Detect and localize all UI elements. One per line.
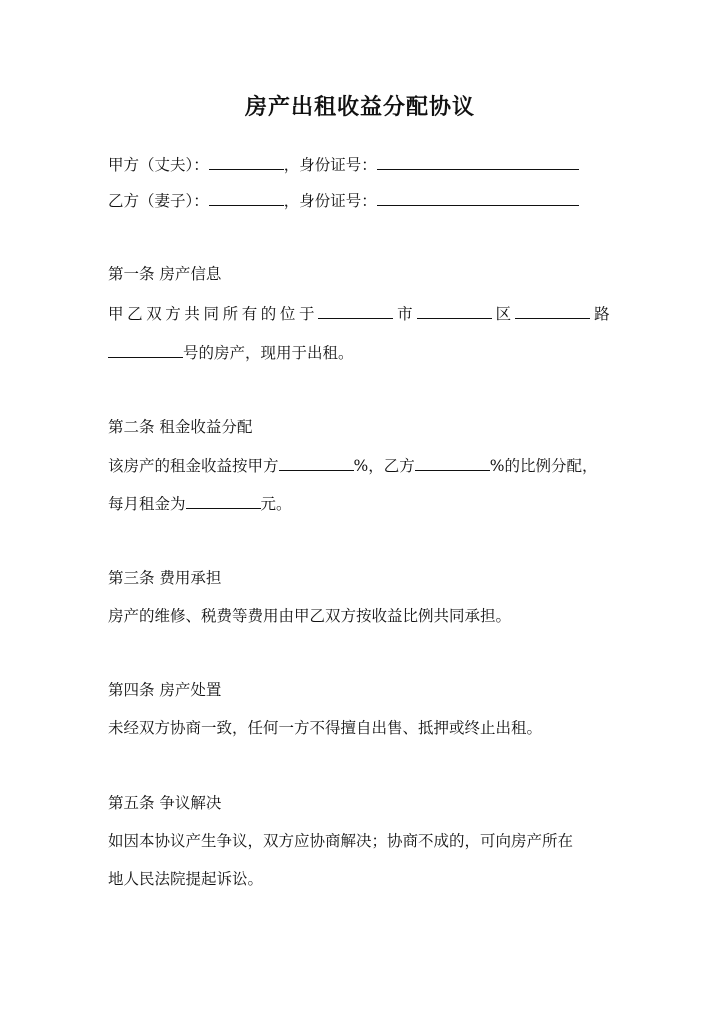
section-2-heading: 第二条 租金收益分配: [108, 418, 253, 436]
section-1-body-line-2: [108, 341, 354, 364]
party-b-percent-blank: [415, 454, 490, 471]
section-1-heading: 第一条 房产信息: [108, 265, 222, 283]
party-a-line: [108, 153, 579, 176]
text: 号的房产，现用于出租。: [183, 344, 354, 362]
text: %的比例分配，: [489, 457, 598, 475]
section-2-body-line-1: [108, 454, 597, 477]
text: 区: [495, 305, 512, 323]
number-blank: [108, 341, 183, 358]
party-a-id-blank: [377, 153, 579, 170]
monthly-rent-blank: [186, 492, 261, 509]
document-title: 房产出租收益分配协议: [244, 94, 475, 120]
party-b-name-blank: [209, 189, 284, 206]
text: 该房产的租金收益按甲方: [108, 457, 279, 475]
text: 甲乙双方共同所有的位于: [108, 305, 319, 323]
party-b-id-blank: [377, 189, 579, 206]
section-3-body: 房产的维修、税费等费用由甲乙双方按收益比例共同承担。: [108, 607, 512, 625]
party-b-line: [108, 189, 579, 212]
party-b-label: 乙方（妻子）：: [108, 192, 209, 210]
district-blank: [417, 302, 492, 319]
section-4-heading: 第四条 房产处置: [108, 681, 222, 699]
party-b-id-label: ，身份证号：: [283, 192, 377, 210]
text: %，乙方: [353, 457, 415, 475]
party-a-label: 甲方（丈夫）：: [108, 156, 209, 174]
party-a-id-label: ，身份证号：: [283, 156, 377, 174]
text: 元。: [260, 495, 292, 513]
section-5-body-line-1: 如因本协议产生争议，双方应协商解决；协商不成的，可向房产所在: [108, 832, 574, 850]
party-a-name-blank: [209, 153, 284, 170]
text: 路: [594, 305, 610, 323]
text: 市: [397, 305, 413, 323]
party-a-percent-blank: [279, 454, 354, 471]
section-4-body: 未经双方协商一致，任何一方不得擅自出售、抵押或终止出租。: [108, 719, 543, 737]
text: 每月租金为: [108, 495, 186, 513]
section-2-body-line-2: [108, 492, 292, 515]
road-blank: [515, 302, 590, 319]
section-1-body-line-1: [108, 302, 610, 325]
city-blank: [318, 302, 393, 319]
section-5-body-line-2: 地人民法院提起诉讼。: [108, 870, 264, 888]
section-5-heading: 第五条 争议解决: [108, 794, 222, 812]
section-3-heading: 第三条 费用承担: [108, 569, 222, 587]
